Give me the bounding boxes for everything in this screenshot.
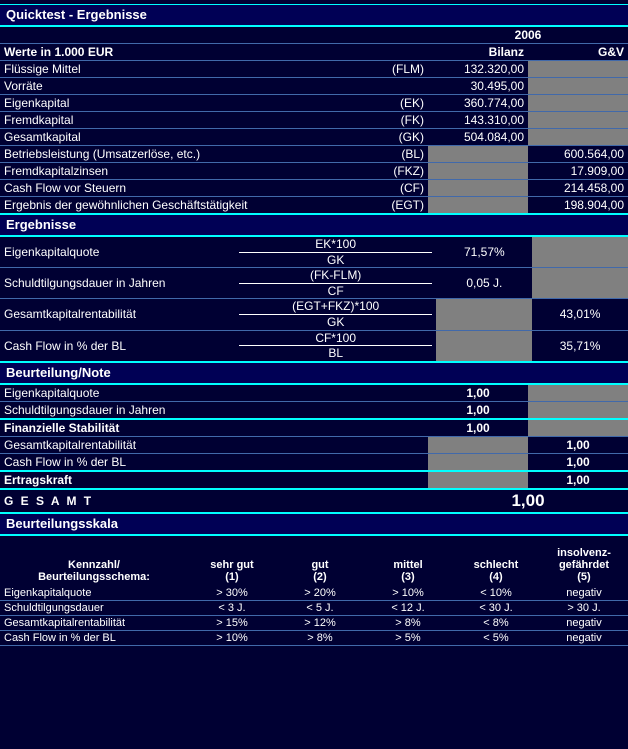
gesamt-label: G E S A M T — [0, 489, 428, 513]
ergebnis-bilanz-empty — [436, 299, 532, 330]
header-gv: G&V — [528, 44, 628, 61]
row-bilanz: 132.320,00 — [428, 61, 528, 78]
beurteilung-gv: 1,00 — [528, 436, 628, 453]
section-ergebnisse: Ergebnisse — [0, 213, 628, 237]
skala-header-1 — [188, 536, 276, 586]
ergebnis-gv: 43,01% — [532, 299, 628, 330]
ergebnis-label: Schuldtilgungsdauer in Jahren — [0, 268, 235, 299]
header-cols-row — [0, 44, 628, 61]
skala-row-v3: < 12 J. — [364, 600, 452, 615]
ergebnis-label: Cash Flow in % der BL — [4, 338, 127, 353]
skala-row-v1: > 10% — [188, 630, 276, 645]
skala-row-name: Schuldtilgungsdauer — [0, 600, 188, 615]
skala-row-v1: > 15% — [188, 615, 276, 630]
ergebnis-row — [0, 299, 628, 330]
formula-denominator: BL — [328, 346, 343, 361]
ergebnis-row — [0, 268, 628, 299]
section-skala: Beurteilungsskala — [0, 514, 628, 536]
beurteilung-label: Ertragskraft — [0, 471, 428, 489]
row-bilanz: 143.310,00 — [428, 112, 528, 129]
row-label: Cash Flow vor Steuern — [0, 180, 330, 197]
skala-row-v2: > 20% — [276, 586, 364, 601]
formula-denominator: GK — [326, 252, 345, 267]
row-label: Flüssige Mittel — [0, 61, 330, 78]
beurteilung-row — [0, 453, 628, 471]
skala-row-name: Gesamtkapitalrentabilität — [0, 615, 188, 630]
ergebnis-label: Eigenkapitalquote — [0, 237, 235, 268]
skala-header-1-line2: (1) — [225, 570, 239, 583]
skala-row — [0, 630, 628, 645]
row-bilanz-empty — [428, 180, 528, 197]
skala-row-v4: < 8% — [452, 615, 540, 630]
beurteilung-table — [0, 385, 628, 514]
ergebnis-gv-empty — [532, 237, 628, 268]
row-label: Betriebsleistung (Umsatzerlöse, etc.) — [0, 146, 330, 163]
beurteilung-gv-empty — [528, 401, 628, 419]
ergebnis-bilanz: 0,05 J. — [436, 268, 532, 299]
skala-row-v3: > 8% — [364, 615, 452, 630]
skala-row-v1: > 30% — [188, 586, 276, 601]
row-abbr: (FKZ) — [330, 163, 428, 180]
formula-numerator: (EGT+FKZ)*100 — [239, 300, 433, 315]
ergebnis-gv: 35,71% — [559, 338, 601, 353]
row-label: Fremdkapitalzinsen — [0, 163, 330, 180]
skala-row-name: Cash Flow in % der BL — [0, 630, 188, 645]
skala-header-5-line1: insolvenz- — [557, 546, 611, 559]
table-row — [0, 129, 628, 146]
skala-row-v4: < 5% — [452, 630, 540, 645]
header-year: 2006 — [428, 27, 628, 44]
row-gv-empty — [528, 95, 628, 112]
row-label: Vorräte — [0, 78, 330, 95]
beurteilung-label: Schuldtilgungsdauer in Jahren — [0, 401, 428, 419]
beurteilung-row — [0, 385, 628, 402]
beurteilung-bilanz: 1,00 — [428, 385, 528, 402]
skala-row-v5: negativ — [540, 615, 628, 630]
beurteilung-bilanz: 1,00 — [428, 401, 528, 419]
skala-row-v4: < 10% — [452, 586, 540, 601]
row-abbr: (EGT) — [391, 198, 424, 212]
formula-denominator: CF — [327, 283, 344, 298]
skala-row-v2: > 12% — [276, 615, 364, 630]
values-table — [0, 27, 628, 213]
skala-header-2-line2: (2) — [313, 570, 327, 583]
section-beurteilung: Beurteilung/Note — [0, 361, 628, 385]
row-label: Ergebnis der gewöhnlichen Geschäftstätigkeit — [4, 198, 248, 212]
skala-header-row — [0, 536, 628, 586]
skala-row-v2: < 5 J. — [276, 600, 364, 615]
table-row — [0, 61, 628, 78]
ergebnis-formula — [235, 330, 437, 361]
skala-row-name: Eigenkapitalquote — [0, 586, 188, 601]
skala-row-v5: negativ — [540, 586, 628, 601]
row-gv: 198.904,00 — [563, 198, 625, 212]
skala-row-v2: > 8% — [276, 630, 364, 645]
row-abbr: (CF) — [330, 180, 428, 197]
beurteilung-row-total — [0, 419, 628, 437]
row-gv-empty — [528, 112, 628, 129]
skala-header-0-line2: Beurteilungsschema: — [38, 570, 150, 583]
row-bilanz: 30.495,00 — [428, 78, 528, 95]
row-bilanz-empty — [428, 146, 528, 163]
skala-header-3-line1: mittel — [393, 558, 423, 571]
ergebnis-formula — [235, 268, 437, 299]
row-abbr — [330, 78, 428, 95]
formula-numerator: EK*100 — [239, 238, 433, 253]
skala-header-4-line2: (4) — [489, 570, 503, 583]
skala-row-v4: < 30 J. — [452, 600, 540, 615]
beurteilung-bilanz-empty — [428, 453, 528, 471]
beurteilung-label: Finanzielle Stabilität — [0, 419, 428, 437]
skala-header-4-line1: schlecht — [473, 558, 519, 571]
ergebnis-formula — [235, 299, 437, 330]
skala-table — [0, 536, 628, 646]
beurteilung-label: Cash Flow in % der BL — [0, 453, 428, 471]
row-bilanz: 360.774,00 — [428, 95, 528, 112]
header-units-label: Werte in 1.000 EUR — [0, 44, 428, 61]
skala-header-4 — [452, 536, 540, 586]
spacer-cell — [0, 27, 330, 44]
table-row — [0, 180, 628, 197]
row-bilanz: 504.084,00 — [428, 129, 528, 146]
row-abbr: (FLM) — [330, 61, 428, 78]
row-gv: 17.909,00 — [528, 163, 628, 180]
ergebnis-bilanz-empty — [436, 330, 532, 361]
ergebnis-gv-empty — [532, 268, 628, 299]
skala-header-2 — [276, 536, 364, 586]
beurteilung-row — [0, 436, 628, 453]
skala-row-v3: > 10% — [364, 586, 452, 601]
row-abbr: (EK) — [330, 95, 428, 112]
row-abbr: (GK) — [330, 129, 428, 146]
skala-header-0-line1: Kennzahl/ — [68, 558, 120, 571]
table-row — [0, 112, 628, 129]
document-title: Quicktest - Ergebnisse — [0, 5, 628, 27]
beurteilung-bilanz: 1,00 — [428, 419, 528, 437]
row-gv-empty — [528, 78, 628, 95]
row-bilanz-empty — [428, 197, 528, 214]
row-gv: 214.458,00 — [528, 180, 628, 197]
skala-header-3 — [364, 536, 452, 586]
gesamt-row — [0, 489, 628, 513]
header-bilanz: Bilanz — [428, 44, 528, 61]
row-abbr: (FK) — [330, 112, 428, 129]
row-label: Fremdkapital — [0, 112, 330, 129]
skala-header-1-line1: sehr gut — [210, 558, 254, 571]
row-gv-empty — [528, 129, 628, 146]
beurteilung-bilanz-empty — [428, 436, 528, 453]
formula-denominator: GK — [326, 314, 345, 329]
row-label: Eigenkapital — [0, 95, 330, 112]
row-label: Gesamtkapital — [0, 129, 330, 146]
ergebnis-row — [0, 330, 628, 361]
skala-header-5-line2: gefährdet — [558, 558, 610, 571]
skala-row-v3: > 5% — [364, 630, 452, 645]
table-row — [0, 197, 628, 214]
skala-row-v1: < 3 J. — [188, 600, 276, 615]
row-gv: 600.564,00 — [528, 146, 628, 163]
skala-row-v5: negativ — [540, 630, 628, 645]
ergebnisse-table — [0, 237, 628, 361]
ergebnis-formula — [235, 237, 437, 268]
beurteilung-label: Gesamtkapitalrentabilität — [0, 436, 428, 453]
beurteilung-gv-empty — [528, 419, 628, 437]
gesamt-value: 1,00 — [428, 489, 628, 513]
skala-header-5 — [540, 536, 628, 586]
skala-header-0 — [0, 536, 188, 586]
skala-header-2-line1: gut — [311, 558, 329, 571]
row-abbr: (BL) — [330, 146, 428, 163]
beurteilung-label: Eigenkapitalquote — [0, 385, 428, 402]
formula-numerator: CF*100 — [239, 332, 433, 347]
skala-row — [0, 600, 628, 615]
skala-row — [0, 586, 628, 601]
table-row — [0, 146, 628, 163]
beurteilung-gv: 1,00 — [528, 471, 628, 489]
table-row — [0, 163, 628, 180]
beurteilung-gv: 1,00 — [528, 453, 628, 471]
ergebnis-label: Gesamtkapitalrentabilität — [0, 299, 235, 330]
header-year-row — [0, 27, 628, 44]
beurteilung-row — [0, 401, 628, 419]
skala-row — [0, 615, 628, 630]
beurteilung-gv-empty — [528, 385, 628, 402]
skala-header-3-line2: (3) — [401, 570, 415, 583]
skala-row-v5: > 30 J. — [540, 600, 628, 615]
beurteilung-row-total — [0, 471, 628, 489]
ergebnis-bilanz: 71,57% — [436, 237, 532, 268]
spacer-cell-2 — [330, 27, 428, 44]
beurteilung-bilanz-empty — [428, 471, 528, 489]
ergebnis-row — [0, 237, 628, 268]
row-gv-empty — [528, 61, 628, 78]
formula-numerator: (FK-FLM) — [239, 269, 433, 284]
row-bilanz-empty — [428, 163, 528, 180]
table-row — [0, 78, 628, 95]
skala-header-5-line3: (5) — [577, 570, 591, 583]
table-row — [0, 95, 628, 112]
